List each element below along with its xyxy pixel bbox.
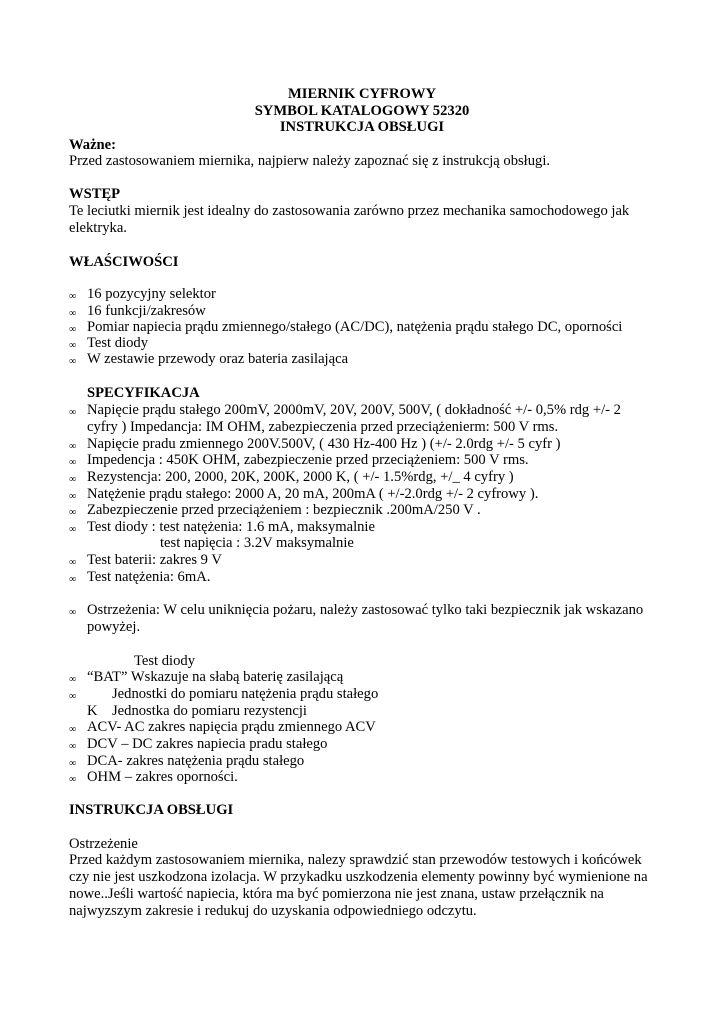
ostrzezenia-line-1: Ostrzeżenia: W celu uniknięcia pożaru, należy zastosować tylko taki bezpiecznik jak wskazano	[87, 602, 644, 618]
instrukcja-subheading: Ostrzeżenie	[69, 836, 138, 852]
spec-item: Test baterii: zakres 9 V	[87, 552, 222, 568]
feature-item: Test diody	[87, 335, 148, 351]
symbol-jednostki: Jednostki do pomiaru natężenia prądu stałego	[112, 686, 379, 702]
bullet-icon: ∞	[69, 340, 77, 351]
bullet-icon: ∞	[69, 774, 77, 785]
bullet-icon: ∞	[69, 524, 77, 535]
bullet-icon: ∞	[69, 356, 77, 367]
spec-item: Impedencja : 450K OHM, zabezpieczenie przed przeciążeniem: 500 V rms.	[87, 452, 529, 468]
bullet-icon: ∞	[69, 507, 77, 518]
spec-item: Test diody : test natężenia: 1.6 mA, maksymalnie	[87, 519, 375, 535]
wstep-line-1: Te leciutki miernik jest idealny do zastosowania zarówno przez mechanika samochodowego jak	[69, 203, 630, 219]
instrukcja-line: nowe..Jeśli wartość napiecia, która ma być pomierzona nie jest znana, ustaw przełącznik na	[69, 886, 604, 902]
spec-item: Napięcie prądu stałego 200mV, 2000mV, 20V, 200V, 500V, ( dokładność +/- 0,5% rdg +/- 2	[87, 402, 621, 418]
feature-item: 16 pozycyjny selektor	[87, 286, 216, 302]
bullet-icon: ∞	[69, 491, 77, 502]
bullet-icon: ∞	[69, 741, 77, 752]
bullet-icon: ∞	[69, 407, 77, 418]
spec-item: Natężenie prądu stałego: 2000 A, 20 mA, 200mA ( +/-2.0rdg +/- 2 cyfrowy ).	[87, 486, 539, 502]
title-line-2: SYMBOL KATALOGOWY 52320	[254, 102, 470, 119]
bullet-icon: ∞	[69, 674, 77, 685]
bullet-icon: ∞	[69, 308, 77, 319]
bullet-icon: ∞	[69, 441, 77, 452]
bullet-icon: ∞	[69, 457, 77, 468]
document-title	[0, 86, 724, 136]
instrukcja-line: najwyzszym zakresie i redukuj do uzyskania odpowiedniego odczytu.	[69, 903, 477, 919]
spec-item: Napięcie pradu zmiennego 200V.500V, ( 430 Hz-400 Hz ) (+/- 2.0rdg +/- 5 cyfr )	[87, 436, 561, 452]
bullet-icon: ∞	[69, 758, 77, 769]
instrukcja-line: czy nie jest uszkodzona izolacja. W przykadku uszkodzenia elementy powinny być wymienione na	[69, 869, 648, 885]
feature-item: Pomiar napiecia prądu zmiennego/stałego (AC/DC), natężenia prądu stałego DC, oporności	[87, 319, 623, 335]
wlasciwosci-heading: WŁAŚCIWOŚCI	[69, 254, 179, 270]
bullet-icon: ∞	[69, 607, 77, 618]
symbol-k-text: Jednostka do pomiaru rezystencji	[112, 703, 307, 719]
bullet-icon: ∞	[69, 574, 77, 585]
symbol-ohm: OHM – zakres oporności.	[87, 769, 238, 785]
spec-item: Rezystencja: 200, 2000, 20K, 200K, 2000 K, ( +/- 1.5%rdg, +/_ 4 cyfry )	[87, 469, 514, 485]
wazne-heading: Ważne:	[69, 137, 117, 153]
spec-item: Test natężenia: 6mA.	[87, 569, 211, 585]
wazne-text: Przed zastosowaniem miernika, najpierw należy zapoznać się z instrukcją obsługi.	[69, 153, 551, 169]
ostrzezenia-line-2: powyżej.	[87, 619, 141, 635]
symbol-dca: DCA- zakres natężenia prądu stałego	[87, 753, 305, 769]
instrukcja-line: Przed każdym zastosowaniem miernika, nalezy sprawdzić stan przewodów testowych i końcówek	[69, 852, 642, 868]
bullet-icon: ∞	[69, 324, 77, 335]
symbol-dcv: DCV – DC zakres napiecia pradu stałego	[87, 736, 328, 752]
symbol-k-letter: K	[87, 703, 98, 719]
feature-item: 16 funkcji/zakresów	[87, 303, 206, 319]
symbol-bat: “BAT” Wskazuje na słabą baterię zasilającą	[87, 669, 344, 685]
bullet-icon: ∞	[69, 474, 77, 485]
feature-item: W zestawie przewody oraz bateria zasilająca	[87, 351, 349, 367]
wstep-line-2: elektryka.	[69, 220, 127, 236]
bullet-icon: ∞	[69, 557, 77, 568]
title-line-1: MIERNIK CYFROWY	[288, 86, 436, 102]
symbol-test-diody: Test diody	[134, 653, 195, 669]
bullet-icon: ∞	[69, 691, 77, 702]
instrukcja-heading: INSTRUKCJA OBSŁUGI	[69, 802, 234, 818]
spec-item-continued: test napięcia : 3.2V maksymalnie	[160, 535, 354, 551]
title-line-3: INSTRUKCJA OBSŁUGI	[279, 119, 445, 135]
spec-item: Zabezpieczenie przed przeciążeniem : bezpiecznik .200mA/250 V .	[87, 502, 481, 518]
bullet-icon: ∞	[69, 724, 77, 735]
wstep-heading: WSTĘP	[69, 186, 121, 202]
spec-item-continued: cyfry ) Impedancja: IM OHM, zabezpieczenia przed przeciążenierm: 500 V rms.	[87, 419, 559, 435]
bullet-icon: ∞	[69, 291, 77, 302]
symbol-acv: ACV- AC zakres napięcia prądu zmiennego ACV	[87, 719, 376, 735]
specyfikacja-heading: SPECYFIKACJA	[87, 385, 200, 401]
